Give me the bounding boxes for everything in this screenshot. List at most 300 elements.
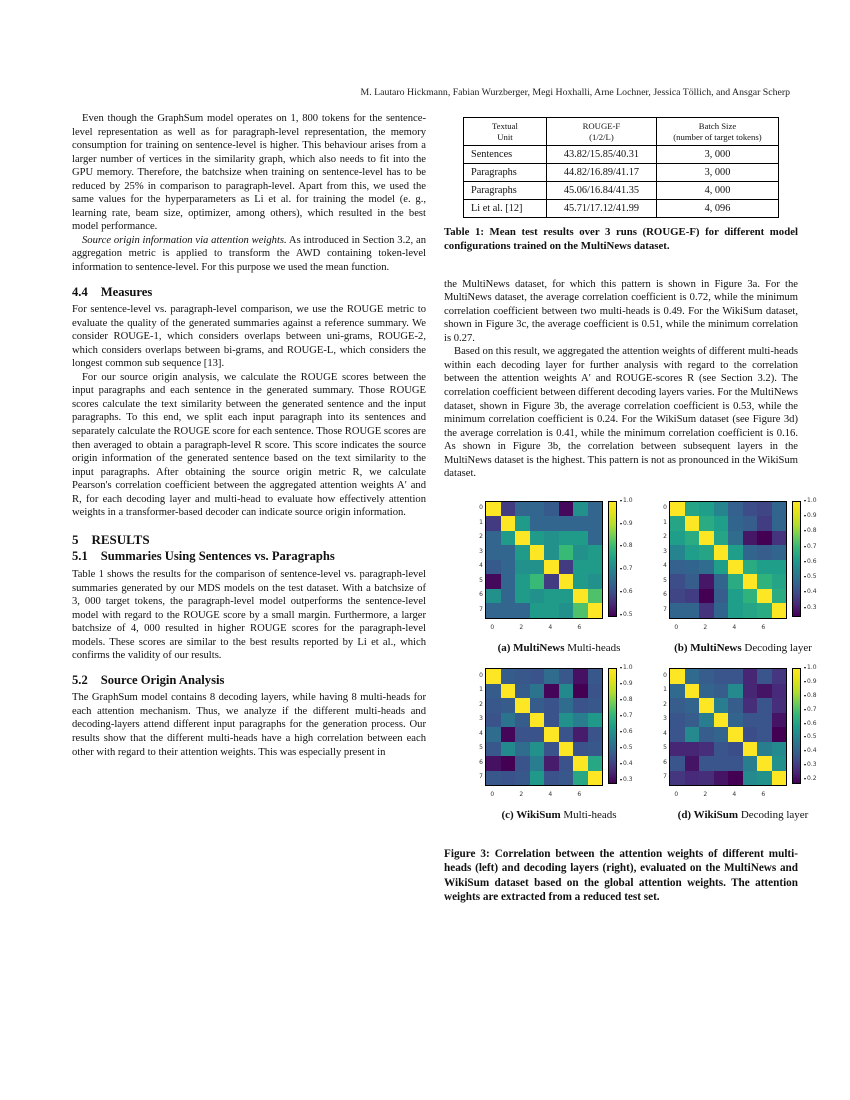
heatmap-cell — [728, 727, 743, 742]
heatmap-cell — [544, 669, 559, 684]
paragraph: Table 1 shows the results for the comparison of sentence-level vs. paragraph-level summaries generated by our MDS models on the test dataset. With a batchsize of 3, 000 target tokens, the paragraph-level model outperforms the sentence-level model with regard to the ROUGE score by a small margin. Furthermore, a larger batchsize of 4, 000 resulted in higher ROUGE scores for the paragraph-level models. These scores are similar to the best results reported by Li et al., which confirms the validity of our results. — [72, 568, 426, 662]
table-1 — [463, 117, 779, 218]
heatmap-cell — [670, 756, 685, 771]
x-tick-label: 4 — [548, 791, 553, 799]
colorbar-tick-label: 0.9 — [804, 509, 817, 523]
heatmap-cell — [685, 589, 700, 604]
heatmap-cell — [714, 698, 729, 713]
heatmap-cell — [757, 698, 772, 713]
heatmap-cell — [670, 684, 685, 699]
heatmap-cell — [515, 516, 530, 531]
heatmap-cell — [714, 756, 729, 771]
y-tick-label: 3 — [663, 547, 667, 555]
heatmap-multinews-decoding — [660, 497, 832, 631]
heatmap-cell — [530, 560, 545, 575]
heatmap-cell — [728, 574, 743, 589]
heatmap-cell — [544, 589, 559, 604]
heatmap-cell — [757, 560, 772, 575]
heatmap-plot — [485, 501, 603, 619]
heatmap-cell — [559, 516, 574, 531]
heatmap-cell — [515, 545, 530, 560]
heatmap-cell — [670, 603, 685, 618]
y-tick-label: 6 — [663, 758, 667, 766]
heatmap-cell — [772, 516, 787, 531]
heatmap-cell — [515, 698, 530, 713]
table-cell: 3, 000 — [656, 146, 778, 164]
colorbar-tick-label: 0.6 — [804, 717, 817, 731]
heatmap-cell — [559, 742, 574, 757]
heatmap-cell — [685, 698, 700, 713]
table-cell: 45.71/17.12/41.99 — [546, 200, 656, 218]
heatmap-cell — [714, 516, 729, 531]
paragraph: Based on this result, we aggregated the attention weights of different multi-heads within each decoding layer for further analysis with regard to the correlation between the attention weights A′ and ROUGE-scores R (see Section 3.2). The correlation coefficient between different decoding layers varies. For the MultiNews dataset, shown in Figure 3b, the average correlation coefficient is 0.53, while the minimum correlation coefficient is 0.24. For the WikiSum dataset (see Figure 3d) the average correlation is 0.41, while the minimum correlation coefficient is 0.16. As shown in Figure 3b, the correlation between subsequent layers in the MultiNews dataset is the highest. This pattern is not as pronounced in the WikiSum dataset. — [444, 346, 799, 480]
heatmap-cell — [670, 742, 685, 757]
heatmap-cell — [573, 727, 588, 742]
colorbar-tick-label: 1.0 — [804, 662, 817, 676]
table-row — [464, 146, 779, 164]
heatmap-cell — [757, 545, 772, 560]
heatmap-cell — [757, 603, 772, 618]
heatmap-cell — [670, 574, 685, 589]
heatmap-cell — [486, 502, 501, 517]
heatmap-cell — [743, 771, 758, 786]
heatmap-cell — [573, 589, 588, 604]
heatmap-cell — [772, 669, 787, 684]
paragraph: the MultiNews dataset, for which this pattern is shown in Figure 3a. For the MultiNews dataset, the average correlation coefficient is 0.72, while the minimum correlation coefficient between two multi-heads is 0.49. For the WikiSum dataset, shown in Figure 3c, the average coefficient is 0.51, while the minimum correlation is 0.27. — [444, 278, 798, 344]
heatmap-cell — [699, 684, 714, 699]
subfigure-c — [470, 664, 648, 823]
heatmap-cell — [757, 516, 772, 531]
heatmap-cell — [757, 502, 772, 517]
heatmap-cell — [743, 516, 758, 531]
section-title: Measures — [100, 284, 153, 299]
heatmap-cell — [772, 742, 787, 757]
colorbar-tick-label: 0.7 — [804, 703, 817, 717]
heatmap-cell — [685, 531, 700, 546]
colorbar-tick-label: 0.5 — [620, 608, 633, 622]
heatmap-cell — [486, 669, 501, 684]
heatmap-cell — [670, 713, 685, 728]
heatmap-cell — [772, 589, 787, 604]
section-title: Summaries Using Sentences vs. Paragraphs — [100, 549, 335, 564]
heatmap-cell — [757, 771, 772, 786]
subfigure-b — [654, 497, 832, 656]
x-axis-tick-labels — [485, 786, 601, 799]
heatmap-cell — [486, 727, 501, 742]
y-tick-label: 4 — [479, 729, 483, 737]
heatmap-cell — [588, 771, 603, 786]
colorbar-tick-label: 0.8 — [620, 540, 633, 554]
x-axis-tick-labels — [669, 619, 785, 629]
heatmap-cell — [515, 684, 530, 699]
heatmap-cell — [573, 545, 588, 560]
colorbar-tick-label: 0.8 — [620, 693, 633, 707]
heatmap-cell — [530, 698, 545, 713]
heatmap-cell — [530, 742, 545, 757]
heatmap-cell — [544, 684, 559, 699]
heatmap-cell — [486, 560, 501, 575]
colorbar-tick-label: 0.6 — [620, 725, 633, 739]
heatmap-cell — [699, 756, 714, 771]
section-number: 4.4 — [72, 284, 88, 299]
heatmap-cell — [573, 603, 588, 618]
heatmap-cell — [530, 574, 545, 589]
table-cell: Li et al. [12] — [464, 200, 547, 218]
subcaption-text: Decoding layer — [738, 809, 809, 822]
header-line: (1/2/L) — [589, 131, 614, 142]
section-number: 5.1 — [72, 549, 88, 564]
y-tick-label: 4 — [663, 729, 667, 737]
heatmap-cell — [685, 669, 700, 684]
heatmap-cell — [486, 574, 501, 589]
y-tick-label: 2 — [479, 700, 483, 708]
heatmap-cell — [699, 516, 714, 531]
colorbar-gradient — [608, 501, 617, 617]
colorbar-tick-label: 0.5 — [804, 570, 817, 584]
heatmap-cell — [559, 684, 574, 699]
heatmap-cell — [588, 727, 603, 742]
heatmap-cell — [699, 574, 714, 589]
table-1-caption: Table 1: Mean test results over 3 runs (ROUGE-F) for different model configurations trained on the MultiNews dataset. — [444, 226, 798, 252]
heatmap-cell — [559, 669, 574, 684]
heatmap-cell — [544, 560, 559, 575]
heatmap-cell — [743, 684, 758, 699]
heatmap-cell — [559, 545, 574, 560]
paragraph-text: As introduced in Section 3.2, an aggregation metric is applied to transform the AWD containing token-level information to sentence-level. For this purpose we used the mean function. — [72, 234, 426, 274]
heatmap-cell — [501, 713, 516, 728]
heatmap-cell — [728, 589, 743, 604]
y-tick-label: 1 — [479, 686, 483, 694]
heatmap-multinews-multiheads — [476, 497, 648, 631]
heatmap-cell — [757, 742, 772, 757]
heatmap-cell — [743, 756, 758, 771]
heatmap-cell — [515, 727, 530, 742]
heatmap-cell — [544, 502, 559, 517]
heatmap-cell — [743, 589, 758, 604]
heatmap-cell — [743, 669, 758, 684]
heatmap-cell — [530, 516, 545, 531]
heatmap-cell — [670, 531, 685, 546]
colorbar-tick-label: 0.9 — [804, 675, 817, 689]
y-tick-label: 1 — [663, 686, 667, 694]
heatmap-cell — [573, 531, 588, 546]
heatmap-cell — [530, 669, 545, 684]
heatmap-cell — [515, 756, 530, 771]
heatmap-cell — [559, 603, 574, 618]
heatmap-cell — [501, 531, 516, 546]
heatmap-cell — [515, 560, 530, 575]
paragraph: The GraphSum model contains 8 decoding layers, while having 8 multi-heads for each attention mechanism. Thus, we analyze if the different multi-heads and decoding-layers attend different input paragraphs for the generation process. Our results show that the different multi-heads have a high correlation between each other with regard to their attention weights. This was especially present in — [72, 692, 426, 758]
heatmap-cell — [670, 589, 685, 604]
heatmap-cell — [588, 516, 603, 531]
colorbar-tick-label: 1.0 — [620, 662, 633, 676]
y-tick-label: 0 — [663, 504, 667, 512]
heatmap-cell — [501, 727, 516, 742]
heatmap-cell — [486, 603, 501, 618]
subcaption-bold: (d) WikiSum — [677, 809, 739, 822]
heatmap-cell — [588, 698, 603, 713]
subcaption-text: Multi-heads — [564, 641, 621, 654]
section-heading-5-1 — [72, 550, 426, 564]
heatmap-wikisum-multiheads — [476, 664, 648, 799]
heatmap-cell — [530, 502, 545, 517]
colorbar-tick-label: 0.7 — [804, 540, 817, 554]
heatmap-cell — [670, 516, 685, 531]
heatmap-cell — [573, 516, 588, 531]
heatmap-cell — [573, 502, 588, 517]
table-cell: 45.06/16.84/41.35 — [546, 182, 656, 200]
heatmap-cell — [501, 756, 516, 771]
heatmap-cell — [728, 698, 743, 713]
paragraph: For our source origin analysis, we calculate the ROUGE scores between the input paragraphs and each sentence in the generated summary. Those ROUGE scores calculate the text similarity between the generated sentence and the input paragraphs. To this end, we split each input paragraph into its sentences and separately calculate the ROUGE score for each sentence. Those ROUGE scores are then averaged to obtain a paragraph-level R score. This score indicates the source origin information of the generated sentence based on the text similarity to the input paragraphs. After obtaining the source origin metric R, we calculate Pearson's correlation coefficient between the aggregated attention weights A′ and R, for each decoding layer and multi-head to evaluate how effectively attention weights in a transformer-based decoder can indicate source origin information. — [72, 371, 426, 519]
heatmap-cell — [714, 713, 729, 728]
subcaption-a — [470, 642, 648, 656]
heatmap-cell — [530, 603, 545, 618]
heatmap-cell — [559, 713, 574, 728]
heatmap-cell — [486, 756, 501, 771]
subcaption-bold: (b) MultiNews — [674, 641, 742, 654]
colorbar-tick-label: 0.4 — [804, 586, 817, 600]
heatmap-cell — [544, 545, 559, 560]
heatmap-cell — [743, 727, 758, 742]
heatmap-cell — [530, 545, 545, 560]
heatmap-cell — [699, 698, 714, 713]
colorbar-gradient — [608, 668, 617, 784]
y-tick-label: 7 — [479, 773, 483, 781]
heatmap-cell — [772, 574, 787, 589]
y-axis-tick-labels — [660, 668, 669, 784]
colorbar-tick-label: 0.8 — [804, 525, 817, 539]
left-column — [72, 112, 426, 759]
colorbar-tick-label: 0.5 — [804, 731, 817, 745]
heatmap-cell — [559, 589, 574, 604]
x-tick-label: 4 — [732, 791, 737, 799]
colorbar-tick-label: 0.6 — [620, 585, 633, 599]
colorbar-tick-label: 0.9 — [620, 517, 633, 531]
heatmap-cell — [685, 742, 700, 757]
section-heading-5-2 — [72, 674, 426, 688]
heatmap-cell — [772, 771, 787, 786]
header-line: Textual — [491, 121, 518, 131]
heatmap-cell — [699, 742, 714, 757]
header-line: Unit — [497, 131, 513, 142]
heatmap-cell — [501, 560, 516, 575]
y-tick-label: 6 — [479, 591, 483, 599]
heatmap-cell — [743, 713, 758, 728]
x-tick-label: 2 — [519, 791, 524, 799]
heatmap-cell — [515, 771, 530, 786]
heatmap-cell — [685, 603, 700, 618]
heatmap-cell — [699, 589, 714, 604]
paragraph: Even though the GraphSum model operates on 1, 800 tokens for the sentence-level representation as well as for paragraph-level representation, the memory consumption for training on sentence-level is higher. This behaviour arises from a larger number of vertices in the similarity graph, which also needs to fit into the GPU memory. Therefore, the batchsize when training on sentence-level has to be reduced by 25% in comparison to paragraph-level. Apart from this, we used the same values for the hyperparameters as Li et al. for training the model (e. g., learning rate, beam size, optimizer, among others), which resulted in the best model performance. — [72, 113, 426, 233]
heatmap-cell — [728, 742, 743, 757]
heatmap-cell — [685, 727, 700, 742]
heatmap-cell — [544, 603, 559, 618]
table-cell: Sentences — [464, 146, 547, 164]
heatmap-cell — [743, 502, 758, 517]
heatmap-cell — [685, 574, 700, 589]
heatmap-cell — [486, 742, 501, 757]
colorbar — [792, 664, 822, 784]
heatmap-cell — [486, 545, 501, 560]
y-tick-label: 2 — [663, 700, 667, 708]
header-line: Batch Size — [698, 121, 737, 131]
y-tick-label: 6 — [479, 758, 483, 766]
table-row — [464, 200, 779, 218]
heatmap-cell — [772, 531, 787, 546]
subcaption-text: Multi-heads — [560, 809, 617, 822]
heatmap-cell — [728, 531, 743, 546]
heatmap-cell — [772, 756, 787, 771]
heatmap-cell — [501, 771, 516, 786]
y-tick-label: 1 — [479, 518, 483, 526]
subcaption-bold: (c) WikiSum — [501, 809, 561, 822]
heatmap-cell — [544, 574, 559, 589]
heatmap-cell — [772, 502, 787, 517]
heatmap-cell — [559, 756, 574, 771]
heatmap-cell — [699, 531, 714, 546]
heatmap-cell — [699, 713, 714, 728]
colorbar — [608, 497, 638, 618]
x-tick-label: 0 — [674, 623, 679, 631]
x-tick-label: 0 — [490, 623, 495, 631]
colorbar-gradient — [792, 501, 801, 617]
heatmap-cell — [670, 560, 685, 575]
table-cell: 44.82/16.89/41.17 — [546, 164, 656, 182]
heatmap-cell — [772, 603, 787, 618]
heatmap-cell — [501, 545, 516, 560]
heatmap-cell — [699, 771, 714, 786]
heatmap-cell — [670, 669, 685, 684]
right-column-text — [444, 278, 798, 481]
section-title: RESULTS — [91, 531, 150, 547]
heatmap-cell — [501, 603, 516, 618]
heatmap-cell — [573, 756, 588, 771]
heatmap-cell — [544, 756, 559, 771]
heatmap-cell — [757, 531, 772, 546]
heatmap-cell — [544, 531, 559, 546]
table-cell: 43.82/15.85/40.31 — [546, 146, 656, 164]
x-tick-label: 0 — [490, 791, 495, 799]
heatmap-cell — [685, 502, 700, 517]
table-header-cell — [546, 118, 656, 146]
heatmap-cell — [699, 603, 714, 618]
subcaption-text: Decoding layer — [741, 641, 812, 654]
heatmap-cell — [573, 698, 588, 713]
heatmap-cell — [714, 545, 729, 560]
heatmap-cell — [573, 713, 588, 728]
x-tick-label: 6 — [577, 791, 582, 799]
heatmap-cell — [588, 684, 603, 699]
subcaption-bold: (a) MultiNews — [497, 641, 565, 654]
heatmap-cell — [486, 684, 501, 699]
heatmap-cell — [486, 713, 501, 728]
heatmap-cell — [728, 684, 743, 699]
heatmap-cell — [670, 502, 685, 517]
heatmap-cell — [501, 684, 516, 699]
colorbar-tick-label: 0.8 — [804, 689, 817, 703]
y-tick-label: 2 — [663, 533, 667, 541]
colorbar-tick-label: 0.3 — [804, 601, 817, 615]
heatmap-cell — [588, 713, 603, 728]
heatmap-cell — [772, 727, 787, 742]
section-number: 5 — [72, 531, 79, 547]
heatmap-cell — [515, 502, 530, 517]
heatmap-cell — [714, 771, 729, 786]
heatmap-cell — [685, 560, 700, 575]
heatmap-cell — [588, 669, 603, 684]
subfigure-d — [654, 664, 832, 823]
x-tick-label: 6 — [761, 623, 766, 631]
heatmap-cell — [728, 545, 743, 560]
subcaption-b — [654, 642, 832, 656]
section-title: Source Origin Analysis — [100, 672, 225, 687]
colorbar-tick-label: 0.6 — [804, 555, 817, 569]
header-line: ROUGE-F — [582, 121, 621, 131]
heatmap-cell — [670, 727, 685, 742]
heatmap-cell — [486, 698, 501, 713]
heatmap-cell — [685, 516, 700, 531]
heatmap-cell — [486, 771, 501, 786]
section-number: 5.2 — [72, 672, 88, 687]
colorbar — [608, 664, 638, 784]
y-tick-label: 4 — [663, 562, 667, 570]
heatmap-cell — [501, 502, 516, 517]
heatmap-cell — [714, 560, 729, 575]
subcaption-c — [470, 809, 648, 823]
heatmap-cell — [530, 756, 545, 771]
heatmap-cell — [530, 684, 545, 699]
heatmap-cell — [515, 669, 530, 684]
paragraph-lead-italic: Source origin information via attention weights. — [82, 234, 287, 246]
heatmap-cell — [757, 589, 772, 604]
x-tick-label: 6 — [761, 791, 766, 799]
heatmap-cell — [685, 756, 700, 771]
heatmap-cell — [515, 742, 530, 757]
heatmap-plot — [485, 668, 603, 786]
y-tick-label: 5 — [479, 744, 483, 752]
heatmap-cell — [501, 742, 516, 757]
heatmap-cell — [757, 756, 772, 771]
colorbar-tick-label: 0.2 — [804, 772, 817, 786]
heatmap-cell — [588, 560, 603, 575]
heatmap-cell — [588, 545, 603, 560]
heatmap-cell — [588, 742, 603, 757]
heatmap-cell — [714, 589, 729, 604]
heatmap-cell — [573, 574, 588, 589]
heatmap-cell — [588, 574, 603, 589]
heatmap-cell — [743, 698, 758, 713]
colorbar — [792, 497, 822, 617]
heatmap-cell — [544, 713, 559, 728]
heatmap-cell — [530, 727, 545, 742]
heatmap-cell — [714, 742, 729, 757]
heatmap-cell — [699, 560, 714, 575]
heatmap-cell — [699, 669, 714, 684]
heatmap-body — [660, 497, 832, 619]
heatmap-cell — [728, 771, 743, 786]
y-tick-label: 0 — [663, 671, 667, 679]
colorbar-tick-label: 0.9 — [620, 677, 633, 691]
heatmap-cell — [530, 713, 545, 728]
heatmap-cell — [588, 589, 603, 604]
heatmap-cell — [573, 669, 588, 684]
heatmap-cell — [559, 531, 574, 546]
table-cell: Paragraphs — [464, 182, 547, 200]
y-tick-label: 0 — [479, 671, 483, 679]
colorbar-tick-label: 0.3 — [804, 758, 817, 772]
table-cell: Paragraphs — [464, 164, 547, 182]
